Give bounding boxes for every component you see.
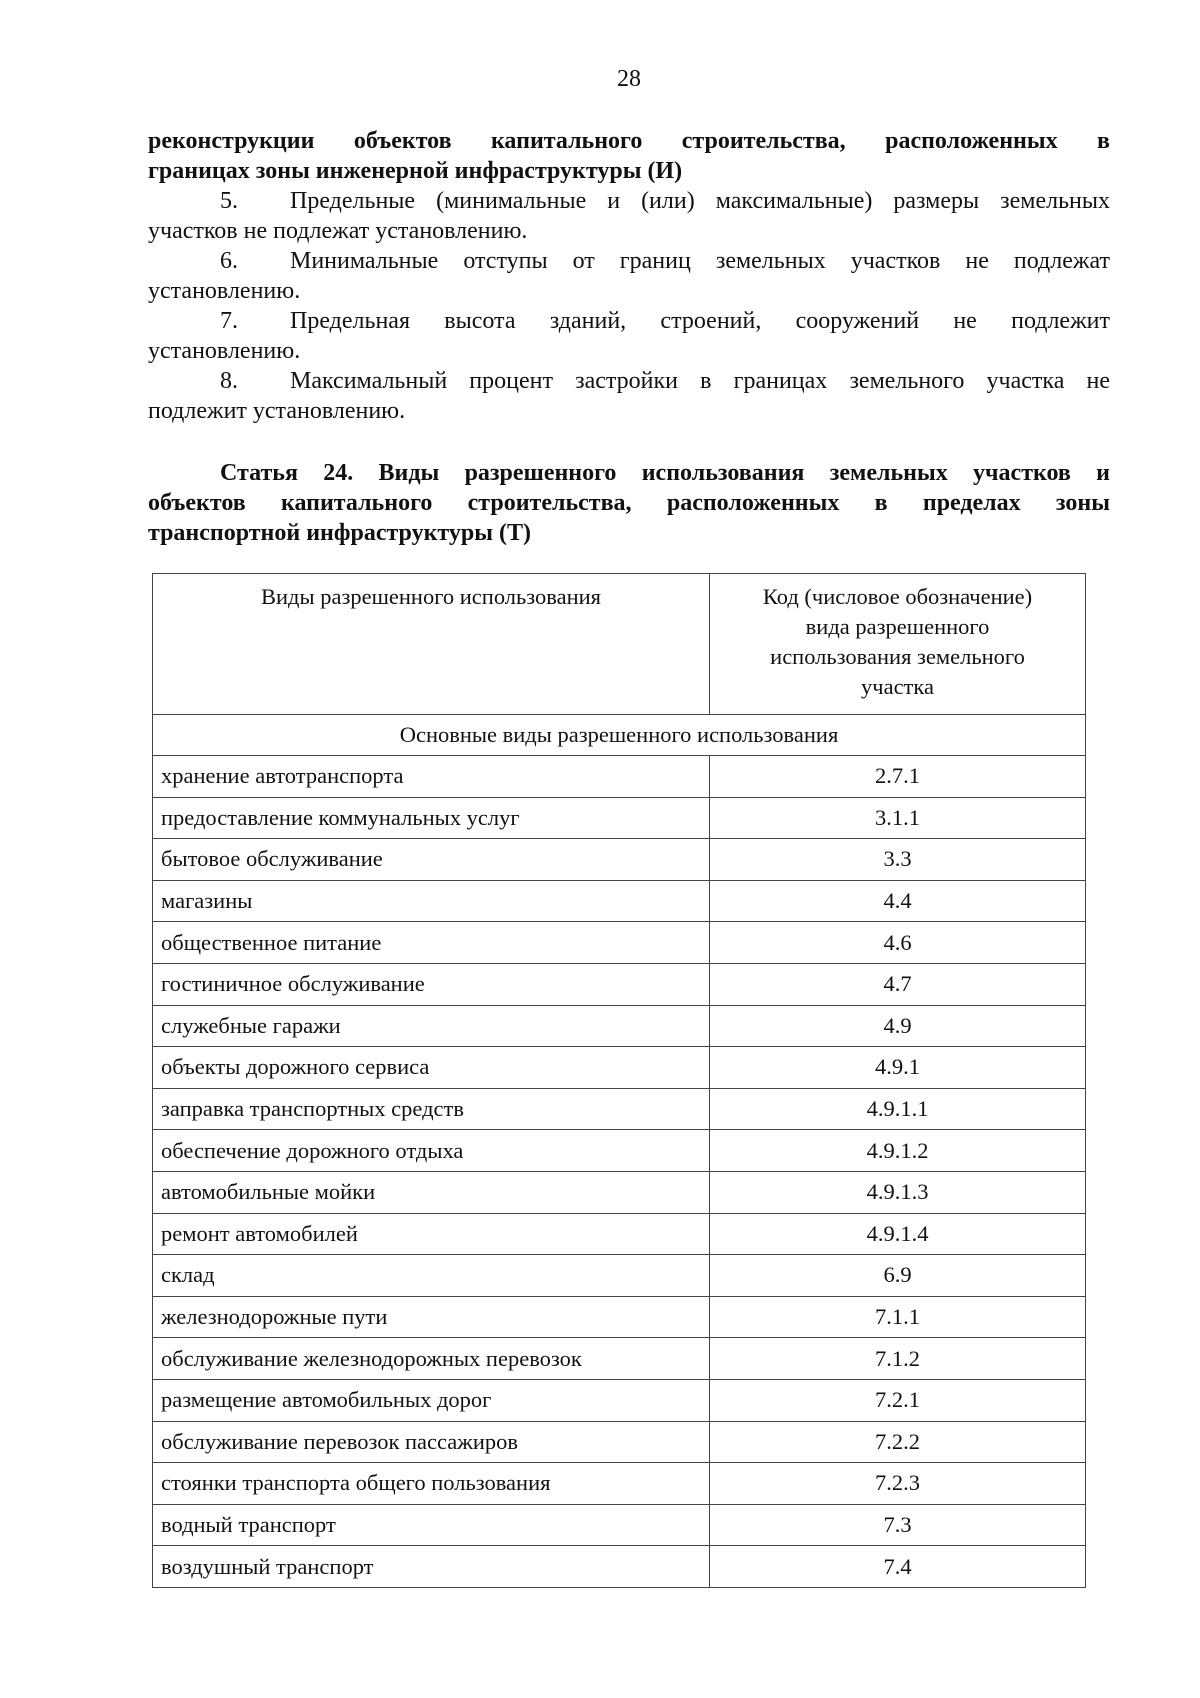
header-code (710, 574, 1086, 715)
use-code: 4.7 (710, 963, 1086, 1005)
table-row (153, 1005, 1086, 1047)
use-name: служебные гаражи (153, 1005, 710, 1047)
use-code: 7.3 (710, 1504, 1086, 1546)
item-text-line-2: участков не подлежат установлению. (148, 218, 528, 244)
table-row (153, 1296, 1086, 1338)
use-name: железнодорожные пути (153, 1296, 710, 1338)
use-code: 4.9.1.2 (710, 1130, 1086, 1172)
item-text-line-1: Минимальные отступы от границ земельных участков не подлежат (290, 248, 1110, 274)
item-number: 7. (220, 308, 238, 334)
use-code: 7.1.1 (710, 1296, 1086, 1338)
table-row (153, 1463, 1086, 1505)
section-row (153, 715, 1086, 756)
intro-line-1: реконструкции объектов капитального строительства, расположенных в (148, 128, 1110, 154)
table-row (153, 1130, 1086, 1172)
item-text-line-1: Предельные (минимальные и (или) максимальные) размеры земельных (290, 188, 1110, 214)
use-code: 7.2.2 (710, 1421, 1086, 1463)
use-code: 7.2.3 (710, 1463, 1086, 1505)
use-name: гостиничное обслуживание (153, 963, 710, 1005)
use-name: бытовое обслуживание (153, 839, 710, 881)
use-name: ремонт автомобилей (153, 1213, 710, 1255)
use-name: обеспечение дорожного отдыха (153, 1130, 710, 1172)
use-code: 3.3 (710, 839, 1086, 881)
table-row (153, 797, 1086, 839)
use-name: обслуживание перевозок пассажиров (153, 1421, 710, 1463)
item-text-line-2: установлению. (148, 278, 301, 304)
use-name: общественное питание (153, 922, 710, 964)
use-code: 7.4 (710, 1546, 1086, 1588)
item-text-line-2: установлению. (148, 338, 301, 364)
table-header-row (153, 574, 1086, 715)
header-uses: Виды разрешенного использования (153, 574, 710, 715)
use-code: 7.2.1 (710, 1379, 1086, 1421)
item-number: 8. (220, 368, 238, 394)
use-code: 3.1.1 (710, 797, 1086, 839)
use-code: 4.9 (710, 1005, 1086, 1047)
table-row (153, 1213, 1086, 1255)
permitted-uses-table (152, 573, 1086, 1588)
use-name: хранение автотранспорта (153, 756, 710, 798)
use-name: воздушный транспорт (153, 1546, 710, 1588)
use-code: 4.9.1.3 (710, 1171, 1086, 1213)
use-name: стоянки транспорта общего пользования (153, 1463, 710, 1505)
header-code-line: использования земельного (770, 644, 1025, 669)
intro-line-2: границах зоны инженерной инфраструктуры (И) (148, 158, 683, 184)
article-title-line-2: объектов капитального строительства, расположенных в пределах зоны (148, 490, 1110, 516)
table-row (153, 1171, 1086, 1213)
use-name: склад (153, 1255, 710, 1297)
table-row (153, 1546, 1086, 1588)
table-row (153, 1047, 1086, 1089)
section-title: Основные виды разрешенного использования (153, 715, 1086, 756)
header-code-line: вида разрешенного (805, 614, 990, 639)
header-code-line: Код (числовое обозначение) (762, 584, 1033, 609)
table-row (153, 922, 1086, 964)
use-name: магазины (153, 880, 710, 922)
header-code-line: участка (861, 674, 934, 699)
use-code: 4.4 (710, 880, 1086, 922)
table-row (153, 1338, 1086, 1380)
table-row (153, 1379, 1086, 1421)
item-number: 5. (220, 188, 238, 214)
article-title-line-1: Статья 24. Виды разрешенного использования земельных участков и (220, 460, 1110, 486)
use-name: размещение автомобильных дорог (153, 1379, 710, 1421)
item-text-line-2: подлежит установлению. (148, 398, 406, 424)
table-row (153, 963, 1086, 1005)
page-number: 28 (617, 66, 641, 92)
item-text-line-1: Предельная высота зданий, строений, сооружений не подлежит (290, 308, 1110, 334)
use-name: обслуживание железнодорожных перевозок (153, 1338, 710, 1380)
use-name: автомобильные мойки (153, 1171, 710, 1213)
use-name: заправка транспортных средств (153, 1088, 710, 1130)
use-name: водный транспорт (153, 1504, 710, 1546)
table-row (153, 1088, 1086, 1130)
use-name: предоставление коммунальных услуг (153, 797, 710, 839)
use-name: объекты дорожного сервиса (153, 1047, 710, 1089)
table-row (153, 1421, 1086, 1463)
use-code: 4.9.1.1 (710, 1088, 1086, 1130)
article-title-line-3: транспортной инфраструктуры (Т) (148, 520, 531, 546)
use-code: 7.1.2 (710, 1338, 1086, 1380)
table-row (153, 1255, 1086, 1297)
item-number: 6. (220, 248, 238, 274)
table-row (153, 839, 1086, 881)
use-code: 4.9.1.4 (710, 1213, 1086, 1255)
use-code: 6.9 (710, 1255, 1086, 1297)
use-code: 4.6 (710, 922, 1086, 964)
table-row (153, 756, 1086, 798)
table-row (153, 880, 1086, 922)
use-code: 2.7.1 (710, 756, 1086, 798)
table-row (153, 1504, 1086, 1546)
item-text-line-1: Максимальный процент застройки в границах земельного участка не (290, 368, 1110, 394)
use-code: 4.9.1 (710, 1047, 1086, 1089)
